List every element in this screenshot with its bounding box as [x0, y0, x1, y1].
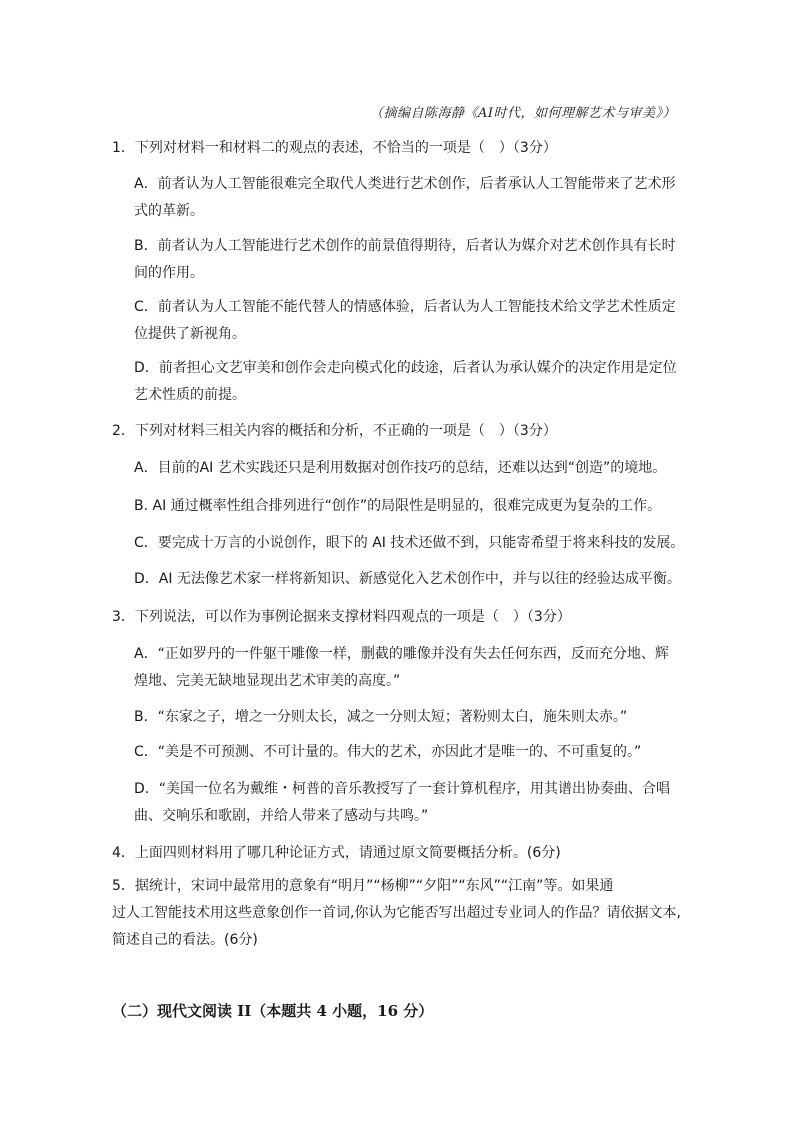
option-line: 艺术性质的前提。	[134, 387, 246, 403]
option-line: C．要完成十万言的小说创作，眼下的 AI 技术还做不到，只能寄希望于将来科技的发展。	[134, 535, 685, 551]
question-2-option-b	[134, 493, 686, 520]
question-1-option-a	[134, 171, 686, 225]
option-line: 间的作用。	[134, 265, 204, 281]
question-5-line: 过人工智能技术用这些意象创作一首词,你认为它能否写出超过专业词人的作品？请依据文本,	[112, 905, 681, 921]
option-line: C．前者认为人工智能不能代替人的情感体验，后者认为人工智能技术给文学艺术性质定	[134, 299, 676, 315]
option-line: D．AI 无法像艺术家一样将新知识、新感觉化入艺术创作中，并与以往的经验达成平衡。	[134, 571, 681, 587]
question-2-option-c	[134, 530, 686, 557]
option-line: B．前者认为人工智能进行艺术创作的前景值得期待，后者认为媒介对艺术创作具有长时	[134, 238, 676, 254]
option-line: 式的革新。	[134, 203, 204, 219]
question-1-option-b	[134, 233, 686, 287]
option-line: B．“东家之子，增之一分则太长，减之一分则太短；著粉则太白，施朱则太赤。”	[134, 709, 628, 725]
question-5	[112, 873, 687, 954]
question-3-option-b	[134, 704, 686, 731]
option-line: A．“正如罗丹的一件躯干雕像一样，删截的雕像并没有失去任何东西，反而充分地、辉	[134, 646, 669, 662]
question-1-option-d	[134, 355, 686, 409]
option-line: B. AI 通过概率性组合排列进行“创作”的局限性是明显的，很难完成更为复杂的工作。	[134, 498, 662, 514]
option-line: C．“美是不可预测、不可计量的。伟大的艺术，亦因此才是唯一的、不可重复的。”	[134, 744, 642, 760]
question-1-option-c	[134, 294, 686, 348]
option-line: 煌地、完美无缺地显现出艺术审美的高度。”	[134, 673, 401, 689]
question-2-option-d	[134, 566, 686, 593]
question-3-stem: 3．下列说法，可以作为事例论据来支撑材料四观点的一项是（ ）（3分）	[112, 609, 571, 625]
question-1-stem: 1．下列对材料一和材料二的观点的表述，不恰当的一项是（ ）（3分）	[112, 140, 557, 156]
source-citation: （摘编自陈海静《AI时代，如何理解艺术与审美》）	[369, 106, 676, 121]
question-4-stem: 4．上面四则材料用了哪几种论证方式，请通过原文简要概括分析。(6分)	[112, 845, 561, 861]
option-line: 曲、交响乐和歌剧，并给人带来了感动与共鸣。”	[134, 808, 429, 824]
question-3-option-a	[134, 641, 686, 695]
question-3-option-d	[134, 776, 686, 830]
option-line: A．目前的AI 艺术实践还只是利用数据对创作技巧的总结，还难以达到“创造”的境地。	[134, 460, 667, 476]
question-2-option-a	[134, 455, 686, 482]
option-line: 位提供了新视角。	[134, 326, 246, 342]
section-title: （二）现代文阅读 II（本题共 4 小题，16 分）	[112, 1002, 434, 1020]
option-line: D．前者担心文艺审美和创作会走向模式化的歧途，后者认为承认媒介的决定作用是定位	[134, 360, 677, 376]
question-5-line: 5．据统计，宋词中最常用的意象有“明月”“杨柳”“夕阳”“东风”“江南”等。如果通	[112, 878, 614, 894]
question-3-option-c	[134, 739, 686, 766]
option-line: D．“美国一位名为戴维・柯普的音乐教授写了一套计算机程序，用其谱出协奏曲、合唱	[134, 781, 671, 797]
question-5-line: 简述自己的看法。(6分)	[112, 932, 258, 948]
option-line: A．前者认为人工智能很难完全取代人类进行艺术创作，后者承认人工智能带来了艺术形	[134, 176, 676, 192]
question-2-stem: 2．下列对材料三相关内容的概括和分析，不正确的一项是（ ）（3分）	[112, 423, 557, 439]
